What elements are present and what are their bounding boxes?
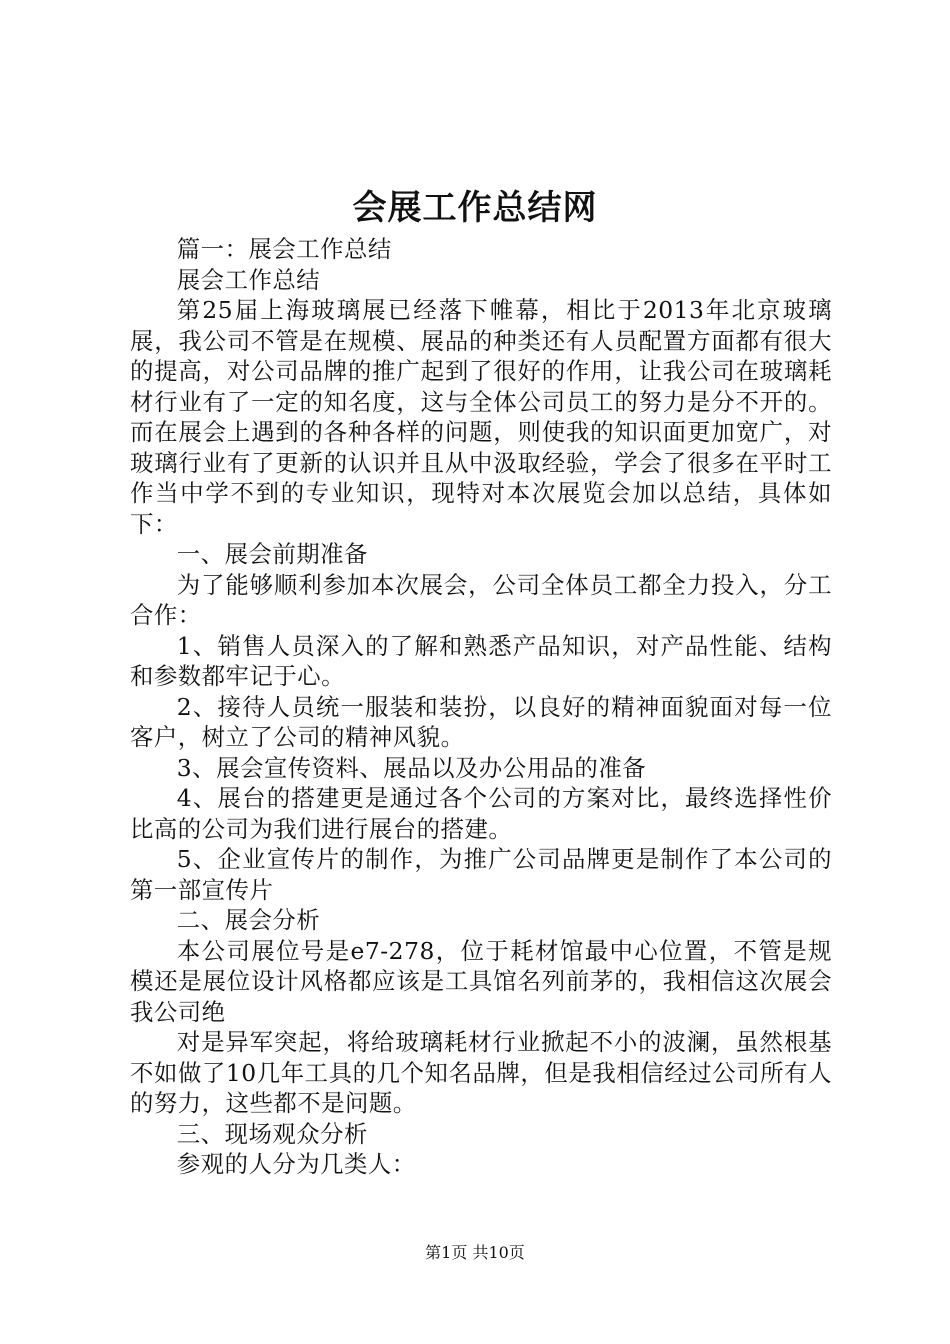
- list-item-1: 1、销售人员深入的了解和熟悉产品知识，对产品性能、结构和参数都牢记于心。: [130, 631, 832, 690]
- section-heading-analysis: 二、展会分析: [176, 906, 321, 934]
- paragraph-visitor-types: 参观的人分为几类人：: [176, 1150, 416, 1178]
- section-heading-audience: 三、现场观众分析: [176, 1119, 368, 1148]
- page-number-footer: 第1页 共10页: [425, 1243, 525, 1262]
- paragraph-booth-info: 本公司展位号是e7-278，位于耗材馆最中心位置，不管是规模还是展位设计风格都应该是工具馆名列前茅的，我相信这次展会我公司绝: [130, 936, 832, 1026]
- paragraph-preparation: 为了能够顺利参加本次展会，公司全体员工都全力投入，分工合作：: [130, 570, 832, 629]
- list-item-2: 2、接待人员统一服装和装扮，以良好的精神面貌面对每一位客户，树立了公司的精神风貌。: [130, 692, 832, 751]
- document-title: 会展工作总结网: [352, 188, 598, 228]
- section-heading-part-one: 篇一：展会工作总结: [176, 235, 392, 263]
- section-heading-preparation: 一、展会前期准备: [176, 540, 368, 568]
- list-item-5: 5、企业宣传片的制作，为推广公司品牌更是制作了本公司的第一部宣传片: [130, 845, 832, 904]
- paragraph-outlook: 对是异军突起，将给玻璃耗材行业掀起不小的波澜，虽然根基不如做了10几年工具的几个知名品牌，但是我相信经过公司所有人的努力，这些都不是问题。: [130, 1028, 832, 1117]
- subtitle-exhibition-summary: 展会工作总结: [176, 265, 321, 294]
- list-item-3: 3、展会宣传资料、展品以及办公用品的准备: [176, 753, 647, 782]
- list-item-4: 4、展台的搭建更是通过各个公司的方案对比，最终选择性价比高的公司为我们进行展台的搭建。: [130, 784, 832, 843]
- paragraph-intro: 第25届上海玻璃展已经落下帷幕，相比于2013年北京玻璃展，我公司不管是在规模、展品的种类还有人员配置方面都有很大的提高，对公司品牌的推广起到了很好的作用，让我公司在玻璃耗材行业有了一定的知名度，这与全体公司员工的努力是分不开的。而在展会上遇到的各种各样的问题，则使我的知识面更加宽广，对玻璃行业有了更新的认识并且从中汲取经验，学会了很多在平时工作当中学不到的专业知识，现特对本次展览会加以总结，具体如下：: [130, 296, 832, 538]
- document-body: [130, 234, 832, 1180]
